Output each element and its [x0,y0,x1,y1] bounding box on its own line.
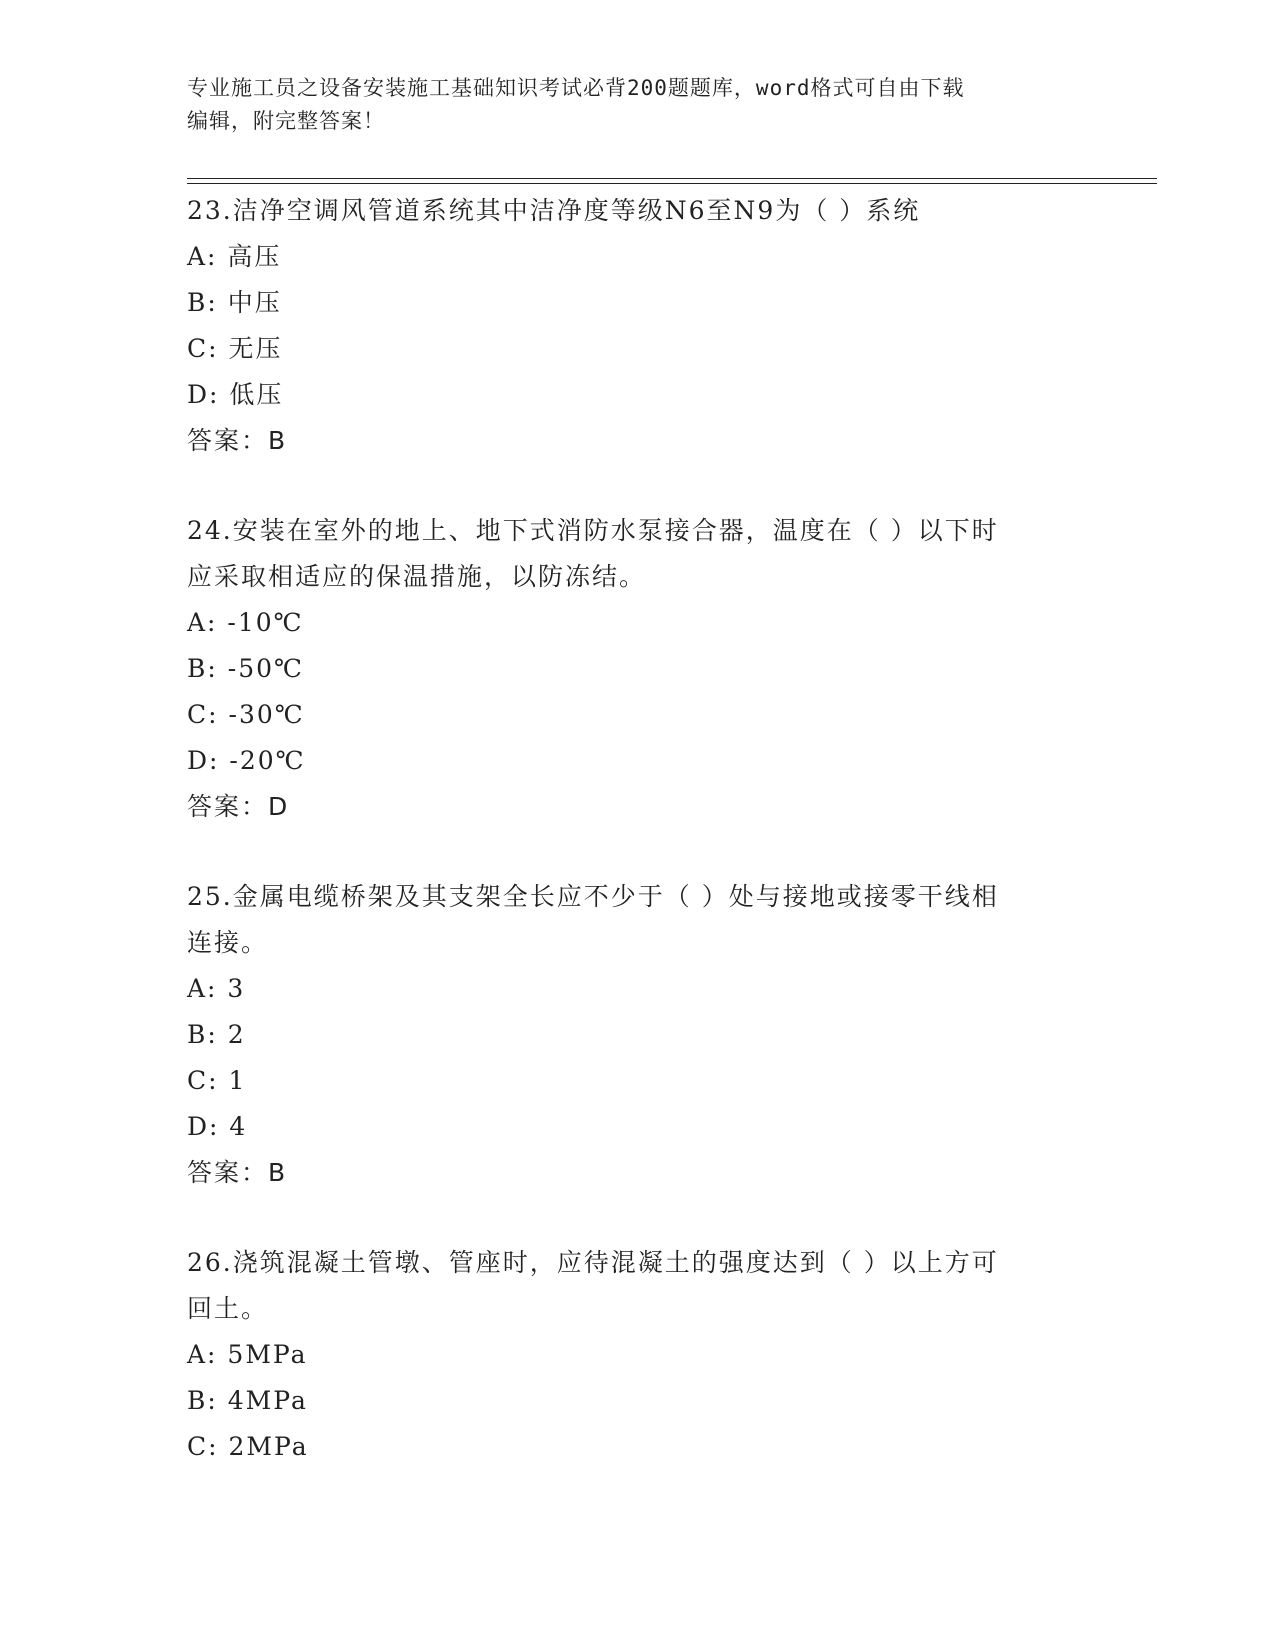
question-block [187,508,1087,830]
question-block [187,874,1087,1196]
document-header [187,72,1087,138]
question-text: 23.洁净空调风管道系统其中洁净度等级N6至N9为（ ）系统 [187,196,921,225]
answer: 答案：D [187,792,290,821]
option-a: A: 5MPa [187,1340,308,1369]
option-c: C: 2MPa [187,1432,309,1461]
option-a: A: 3 [187,974,246,1003]
option-c: C: 无压 [187,334,283,363]
header-title-line-1: 专业施工员之设备安装施工基础知识考试必背200题题库，word格式可自由下载 [187,76,965,100]
question-list [187,188,1087,1470]
option-c: C: -30℃ [187,700,305,729]
answer: 答案：B [187,426,288,455]
option-b: B: 4MPa [187,1386,308,1415]
question-text: 26.浇筑混凝土管墩、管座时，应待混凝土的强度达到（ ）以上方可 [187,1248,999,1277]
answer: 答案：B [187,1158,288,1187]
question-text-continued: 连接。 [187,928,269,957]
option-b: B: 2 [187,1020,246,1049]
option-a: A: 高压 [187,242,282,271]
header-divider-bottom [187,183,1157,184]
option-d: D: -20℃ [187,746,306,775]
option-d: D: 低压 [187,380,284,409]
option-a: A: -10℃ [187,608,304,637]
question-text: 25.金属电缆桥架及其支架全长应不少于（ ）处与接地或接零干线相 [187,882,999,911]
header-divider-top [187,178,1157,179]
question-text-continued: 应采取相适应的保温措施，以防冻结。 [187,562,647,591]
option-b: B: -50℃ [187,654,304,683]
question-block [187,188,1087,464]
option-b: B: 中压 [187,288,282,317]
question-block [187,1240,1087,1470]
option-d: D: 4 [187,1112,248,1141]
option-c: C: 1 [187,1066,247,1095]
question-text: 24.安装在室外的地上、地下式消防水泵接合器，温度在（ ）以下时 [187,516,999,545]
header-title-line-2: 编辑，附完整答案！ [187,109,385,133]
question-text-continued: 回土。 [187,1294,269,1323]
